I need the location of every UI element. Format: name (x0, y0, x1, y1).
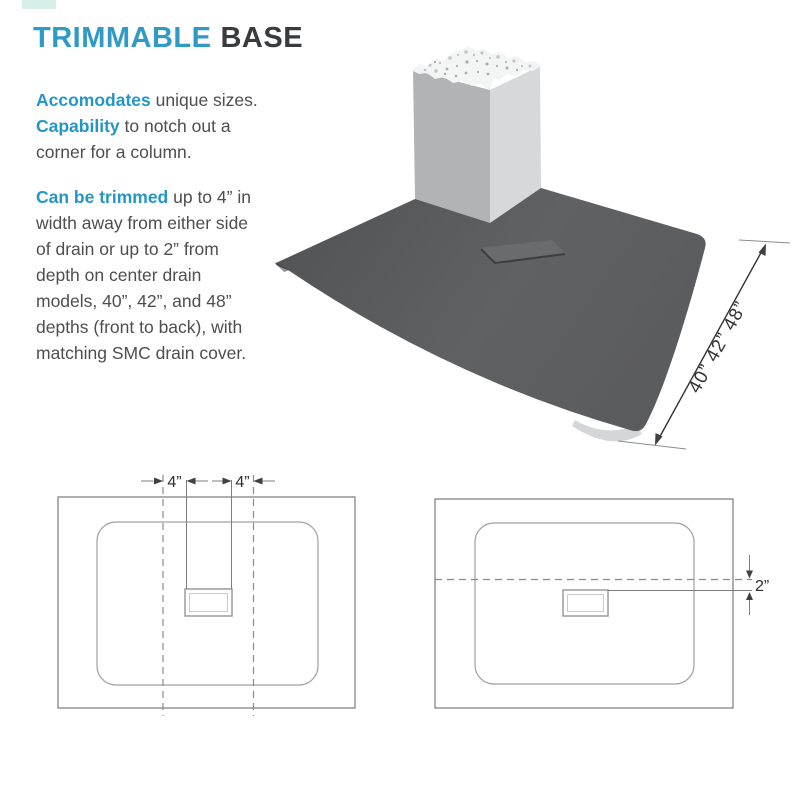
arrowhead-left-icon (187, 478, 196, 485)
width-trim-label-left: 4” (167, 474, 182, 491)
trim-paragraph (36, 184, 251, 366)
arrowhead-left-icon (254, 478, 263, 485)
depth-trim-dimension (746, 555, 769, 615)
plan-view-diagrams (20, 448, 800, 753)
intro-line: Capability to notch out a (36, 116, 231, 136)
trim-line: Can be trimmed up to 4” in (36, 187, 251, 207)
trim-line: depth on center drain (36, 265, 202, 285)
drain-inner-outline (568, 595, 604, 612)
width-trim-dimension-right (212, 474, 275, 491)
trim-line: matching SMC drain cover. (36, 343, 247, 363)
intro-paragraph (36, 87, 258, 165)
page-title-rest: BASE (220, 22, 304, 54)
drain-inner-outline (190, 594, 228, 612)
arrowhead-right-icon (223, 478, 232, 485)
trim-line: of drain or up to 2” from (36, 239, 219, 259)
arrowhead-right-icon (154, 478, 163, 485)
width-trim-label-right: 4” (235, 474, 250, 491)
trim-line: models, 40”, 42”, and 48” (36, 291, 232, 311)
extension-line-top (739, 240, 790, 243)
arrowhead-up-icon (746, 592, 753, 600)
page-title-accent: TRIMMABLE (33, 22, 212, 54)
plan-view-left (58, 474, 355, 716)
hero-illustration (250, 35, 800, 465)
basin-outline (475, 523, 694, 684)
corner-accent-mark (22, 0, 56, 9)
arrowhead-down-icon (746, 571, 753, 579)
intro-line: Accomodates unique sizes. (36, 90, 258, 110)
depth-dimension-label: 40” 42” 48” (683, 297, 752, 397)
trim-line: depths (front to back), with (36, 317, 243, 337)
intro-line: corner for a column. (36, 142, 192, 162)
plan-view-right (435, 499, 769, 708)
column-left-face (413, 70, 490, 223)
base-outline (58, 497, 355, 708)
drain-outline (563, 590, 608, 616)
width-trim-dimension-left (141, 474, 208, 491)
basin-outline (97, 522, 318, 685)
trim-line: width away from either side (36, 213, 249, 233)
depth-trim-label: 2” (755, 578, 770, 595)
